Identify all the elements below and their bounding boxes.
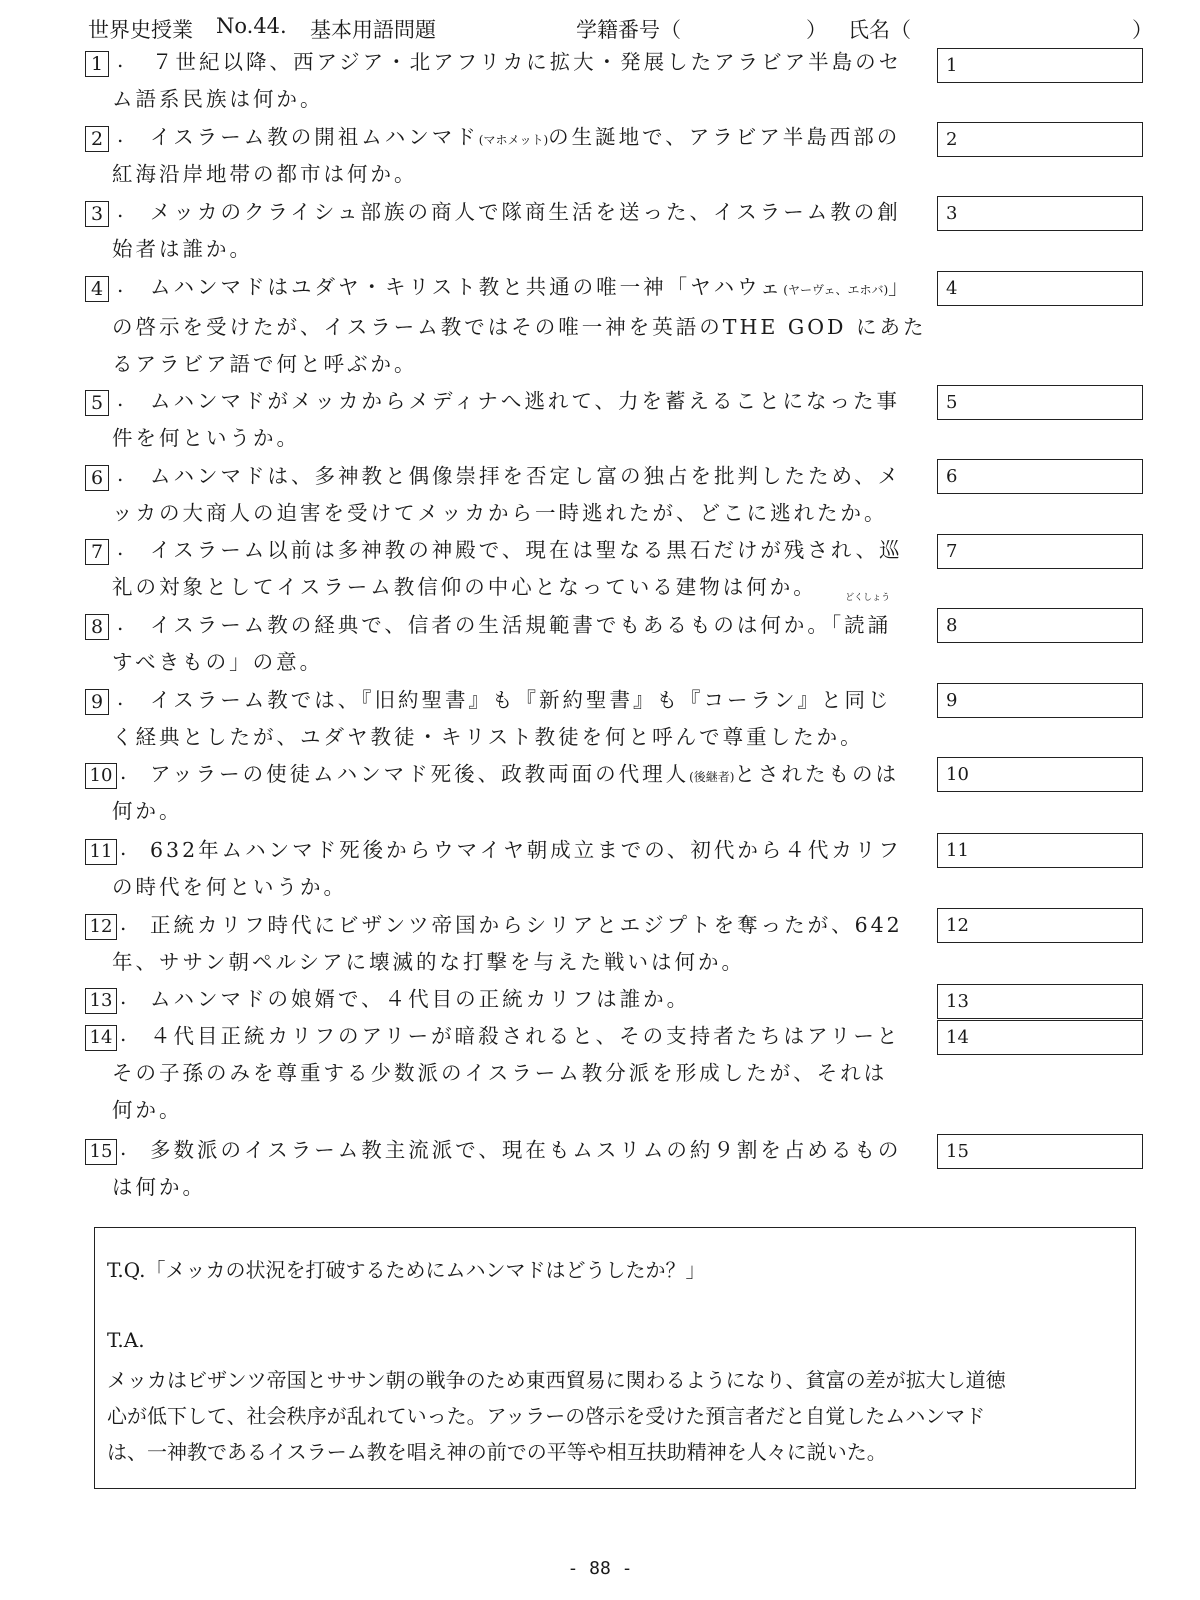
question-number: 3 bbox=[85, 201, 109, 227]
subject-label: 世界史授業 bbox=[88, 18, 193, 42]
answer-box[interactable]: 9 bbox=[937, 683, 1143, 718]
student-id-label: 学籍番号（ bbox=[576, 18, 681, 42]
worksheet-title: 基本用語問題 bbox=[310, 18, 436, 42]
answer-box[interactable]: 2 bbox=[937, 122, 1143, 157]
question-number: 6 bbox=[85, 465, 109, 491]
worksheet-number: No.44. bbox=[216, 14, 287, 38]
answer-box[interactable]: 13 bbox=[937, 984, 1143, 1019]
question-text: イスラーム教の開祖ムハンマド(マホメット)の生誕地で、アラビア半島西部の bbox=[150, 125, 901, 149]
ta-line: 心が低下して、社会秩序が乱れていった。アッラーの啓示を受けた預言者だと自覚したムハンマド bbox=[107, 1404, 986, 1428]
answer-box[interactable]: 15 bbox=[937, 1134, 1143, 1169]
question-number: 10 bbox=[85, 763, 117, 789]
question-number: 14 bbox=[85, 1025, 117, 1051]
name-label: 氏名（ bbox=[848, 18, 911, 42]
question-text: 多数派のイスラーム教主流派で、現在もムスリムの約９割を占めるもの bbox=[150, 1138, 902, 1162]
question-text: イスラーム以前は多神教の神殿で、現在は聖なる黒石だけが残され、巡 bbox=[150, 538, 903, 562]
question-number: 4 bbox=[85, 276, 109, 302]
question-number: 1 bbox=[85, 51, 109, 77]
question-text: イスラーム教の経典で、信者の生活規範書でもあるものは何か。「 どくしょう 読誦 bbox=[150, 607, 891, 644]
question-number: 15 bbox=[85, 1139, 117, 1165]
question-number: 2 bbox=[85, 126, 109, 152]
question-number: 5 bbox=[85, 390, 109, 416]
answer-box[interactable]: 4 bbox=[937, 271, 1143, 306]
question-text: ムハンマドがメッカからメディナへ逃れて、力を蓄えることになった事 bbox=[150, 389, 900, 413]
question-text: イスラーム教では、『旧約聖書』も『新約聖書』も『コーラン』と同じ bbox=[150, 688, 892, 712]
page-number: - 88 - bbox=[567, 1558, 633, 1579]
answer-box[interactable]: 5 bbox=[937, 385, 1143, 420]
student-id-close: ） bbox=[806, 18, 827, 42]
question-text: ４代目正統カリフのアリーが暗殺されると、その支持者たちはアリーと bbox=[150, 1024, 901, 1048]
ta-label: T.A. bbox=[107, 1328, 145, 1352]
question-text: メッカのクライシュ部族の商人で隊商生活を送った、イスラーム教の創 bbox=[150, 200, 901, 224]
question-text: 632年ムハンマド死後からウマイヤ朝成立までの、初代から４代カリフ bbox=[150, 838, 902, 862]
question-text: 正統カリフ時代にビザンツ帝国からシリアとエジプトを奪ったが、642 bbox=[150, 913, 903, 937]
ta-line: は、一神教であるイスラーム教を唱え神の前での平等や相互扶助精神を人々に説いた。 bbox=[107, 1440, 887, 1464]
ruby-word: どくしょう 読誦 bbox=[844, 593, 892, 637]
question-text: ムハンマドは、多神教と偶像崇拝を否定し富の独占を批判したため、メ bbox=[150, 464, 902, 488]
ta-line: メッカはビザンツ帝国とササン朝の戦争のため東西貿易に関わるようになり、貧富の差が拡大し道徳 bbox=[107, 1368, 1006, 1392]
question-text: ムハンマドはユダヤ・キリスト教と共通の唯一神「ヤハウェ(ヤーヴェ、エホバ)」 bbox=[150, 275, 912, 299]
answer-box[interactable]: 8 bbox=[937, 608, 1143, 643]
question-number: 12 bbox=[85, 914, 117, 940]
question-number: 8 bbox=[85, 614, 109, 640]
question-number: 11 bbox=[85, 839, 117, 865]
tq-box bbox=[94, 1227, 1136, 1489]
question-number: 7 bbox=[85, 539, 109, 565]
question-number: 13 bbox=[85, 988, 117, 1014]
answer-box[interactable]: 6 bbox=[937, 459, 1143, 494]
answer-box[interactable]: 11 bbox=[937, 833, 1143, 868]
answer-box[interactable]: 1 bbox=[937, 48, 1143, 83]
answer-box[interactable]: 14 bbox=[937, 1020, 1143, 1055]
question-dot: . bbox=[117, 48, 124, 72]
answer-box[interactable]: 12 bbox=[937, 908, 1143, 943]
question-text: ７世紀以降、西アジア・北アフリカに拡大・発展したアラビア半島のセ bbox=[152, 50, 903, 74]
question-number: 9 bbox=[85, 689, 109, 715]
question-text: アッラーの使徒ムハンマド死後、政教両面の代理人(後継者)とされたものは bbox=[150, 762, 899, 786]
answer-box[interactable]: 10 bbox=[937, 757, 1143, 792]
question-text: ムハンマドの娘婿で、４代目の正統カリフは誰か。 bbox=[150, 987, 691, 1011]
tq-question: T.Q.「メッカの状況を打破するためにムハンマドはどうしたか？」 bbox=[107, 1258, 706, 1282]
name-close: ） bbox=[1132, 18, 1153, 42]
answer-box[interactable]: 7 bbox=[937, 534, 1143, 569]
worksheet-header bbox=[88, 14, 1153, 48]
answer-box[interactable]: 3 bbox=[937, 196, 1143, 231]
